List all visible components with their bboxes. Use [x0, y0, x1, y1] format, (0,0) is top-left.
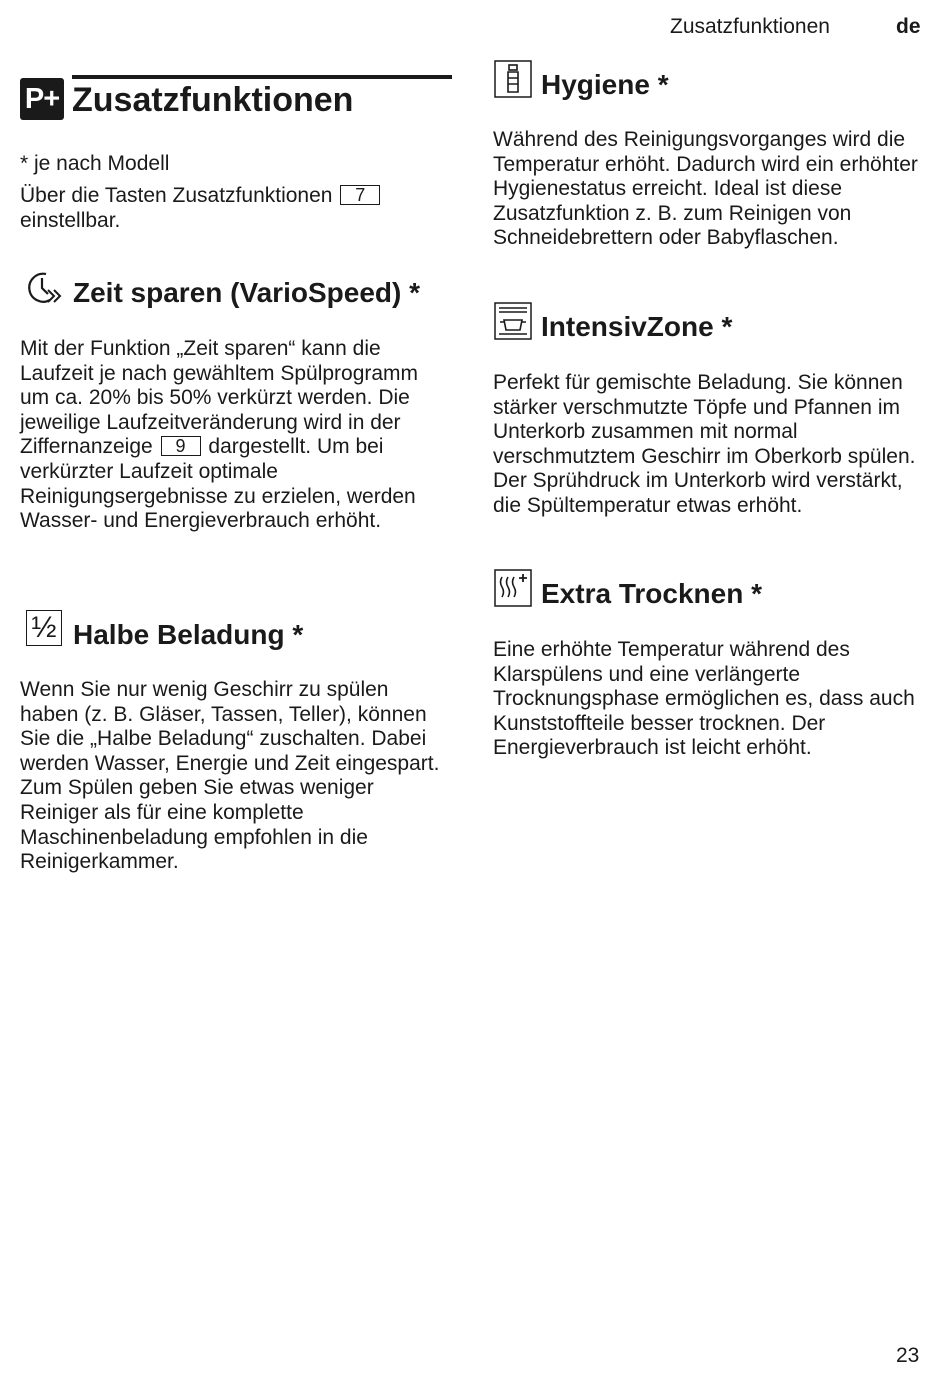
clock-arrow-icon — [24, 268, 64, 308]
page-number: 23 — [896, 1344, 920, 1367]
intro-text-before: Über die Tasten Zusatzfunktionen — [20, 184, 333, 207]
intro-text-after: einstellbar. — [20, 208, 121, 232]
section-text-hygiene: Während des Reinigungsvorganges wird die Temperatur erhöht. Dadurch wird ein erhöhter Hygienestatus erreicht. Ideal ist diese Zusatzfunktion z. B. zum Reinigen von Schneidebrettern oder Babyflaschen. — [493, 128, 918, 250]
intro-text — [20, 184, 445, 233]
section-title-zeit-sparen: Zeit sparen (VarioSpeed) * — [73, 277, 420, 308]
footnote: * je nach Modell — [20, 152, 170, 175]
section-text-halbe-beladung: Wenn Sie nur wenig Geschirr zu spülen haben (z. B. Gläser, Tassen, Teller), können Sie die „Halbe Beladung“ zuschalten. Dabei werden Wasser, Energie und Zeit eingespart. Zum Spülen geben Sie etwas weniger Reiniger als für eine komplette Maschinenbeladung empfohlen in die Reinigerkammer. — [20, 678, 440, 874]
section-title-extra-trocknen: Extra Trocknen * — [541, 578, 762, 609]
section-title-hygiene: Hygiene * — [541, 69, 669, 100]
steam-plus-icon — [494, 569, 532, 607]
language-code: de — [896, 15, 921, 38]
key-9-box: 9 — [161, 436, 201, 456]
zeit-sparen-text-after: dargestellt. Um bei verkürzter Laufzeit optimale Reinigungsergebnisse zu erzielen, werden Wasser- und Energieverbrauch erhöht. — [20, 435, 416, 533]
zeit-sparen-text-before: Mit der Funktion „Zeit sparen“ kann die Laufzeit je nach gewähltem Spülprogramm um ca. 20% bis 50% verkürzt werden. Die jeweilige Laufzeitveränderung wird in der Ziffernanzeige — [20, 337, 419, 459]
title-rule — [72, 75, 452, 79]
section-text-intensivzone: Perfekt für gemischte Beladung. Sie können stärker verschmutzte Töpfe und Pfannen im Unterkorb zusammen mit normal verschmutztem Geschirr im Oberkorb spülen. Der Sprühdruck im Unterkorb wird verstärkt, die Spültemperatur etwas erhöht. — [493, 371, 916, 517]
baby-bottle-icon — [494, 60, 532, 98]
half-load-icon: ½ — [26, 610, 62, 646]
p-plus-icon: P+ — [20, 78, 64, 120]
section-text-zeit-sparen — [20, 337, 445, 534]
running-header-title: Zusatzfunktionen — [670, 15, 830, 38]
pot-basket-icon — [494, 302, 532, 340]
section-title-intensivzone: IntensivZone * — [541, 311, 733, 342]
section-title-halbe-beladung: Halbe Beladung * — [73, 619, 304, 650]
page-title: Zusatzfunktionen — [72, 81, 354, 119]
key-7-box: 7 — [340, 185, 380, 205]
section-text-extra-trocknen: Eine erhöhte Temperatur während des Klarspülens und eine verlängerte Trocknungsphase ermöglichen es, dass auch Kunststoffteile besser trocknen. Der Energieverbrauch ist leicht erhöht. — [493, 638, 915, 760]
